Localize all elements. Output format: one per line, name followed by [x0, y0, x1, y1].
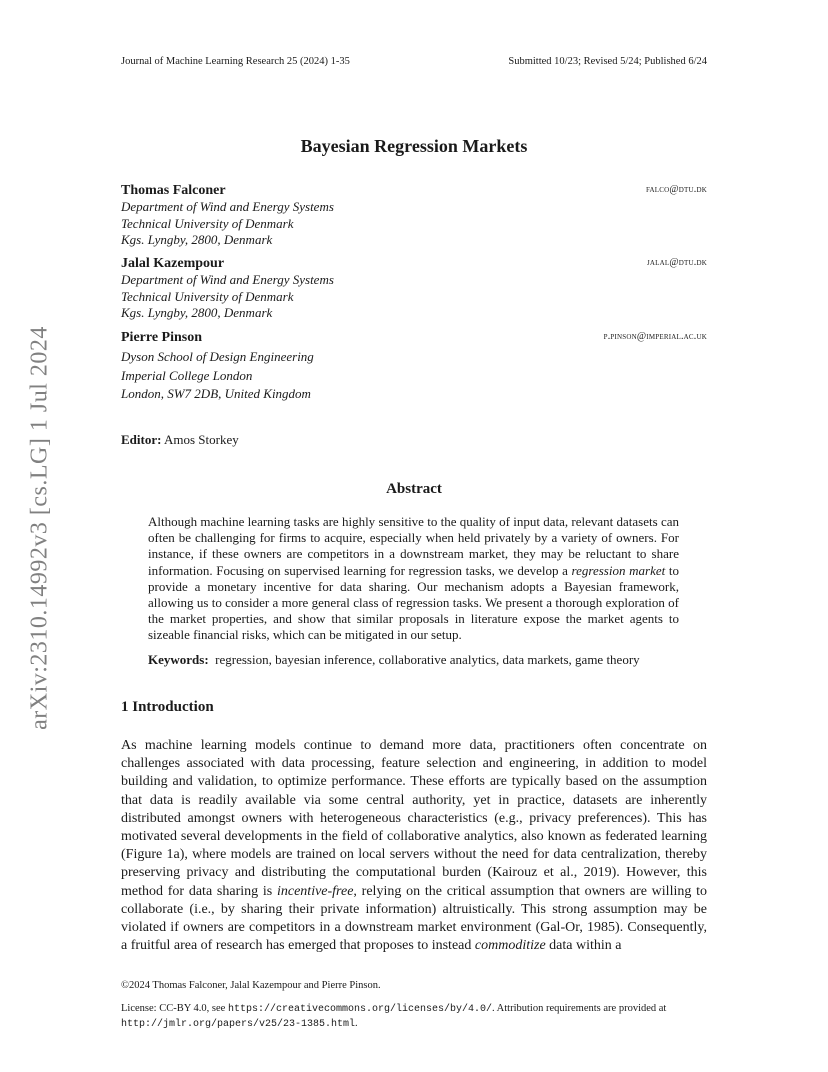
arxiv-identifier[interactable]: arXiv:2310.14992v3 [cs.LG] 1 Jul 2024: [26, 326, 53, 730]
author-email[interactable]: falco@dtu.dk: [645, 184, 707, 195]
intro-text: , relying on the critical assumption that owners are willing to collaborate (i.e., by sharing their private information) altruistically. This strong assumption may be violated if owners are competitors in a downstream market environment (Gal-Or, 1985). Consequently, a fruitful area of research has emerged that proposes to instead: [121, 883, 707, 954]
affiliation-line: Technical University of Denmark: [121, 215, 294, 231]
journal-header: Journal of Machine Learning Research 25 (2024) 1-35: [121, 56, 350, 67]
affiliation-line: Kgs. Lyngby, 2800, Denmark: [121, 305, 273, 320]
author-email[interactable]: jalal@dtu.dk: [647, 257, 707, 268]
keywords-label: Keywords:: [148, 652, 209, 667]
copyright-notice: ©2024 Thomas Falconer, Jalal Kazempour and Pierre Pinson.: [121, 980, 381, 991]
section-heading: 1 Introduction: [121, 699, 214, 715]
affiliation-line: Kgs. Lyngby, 2800, Denmark: [121, 232, 273, 247]
abstract-emphasis: regression market: [571, 562, 666, 578]
abstract-body: [148, 514, 679, 644]
affiliation-line: Department of Wind and Energy Systems: [121, 272, 334, 287]
author-block: [121, 329, 707, 404]
intro-text: data within a: [545, 938, 622, 954]
paper-title: Bayesian Regression Markets: [300, 136, 528, 156]
license-text: . Attribution requirements are provided at: [491, 1003, 667, 1014]
intro-text: As machine learning models continue to demand more data, practitioners often concentrate on challenges associated with data processing, feature selection and engineering, in addition to model building and validation, to optimize performance. These efforts are typically based on the assumption that data is readily available via some central authority, yet in practice, datasets are inherently distributed amongst owners with heterogeneous characteristics (e.g., privacy preferences). This has motivated several developments in the field of collaborative analytics, also known as federated learning (Figure 1a), where models are trained on local servers without the need for data centralization, thereby preserving privacy and distributing the computational burden (Kairouz et al., 2019). However, this method for data sharing is: [121, 738, 707, 899]
license-text: .: [355, 1018, 358, 1029]
author-block: [121, 182, 707, 249]
submission-dates: Submitted 10/23; Revised 5/24; Published 6/24: [508, 56, 707, 67]
affiliation-line: Technical University of Denmark: [121, 288, 294, 304]
author-name: Thomas Falconer: [121, 183, 226, 198]
author-name: Pierre Pinson: [121, 330, 203, 345]
license-text: License: CC-BY 4.0, see: [121, 1003, 228, 1014]
author-email[interactable]: p.pinson@imperial.ac.uk: [603, 331, 707, 342]
abstract-text: to provide a monetary incentive for data sharing. Our mechanism adopts a Bayesian framework, allowing us to consider a more general class of regression tasks. We present a thorough exploration of the market properties, and show that similar proposals in literature expose the market agents to sizeable financial risks, which can be mitigated in our setup.: [148, 562, 679, 643]
abstract-heading: Abstract: [386, 481, 442, 497]
affiliation-line: Imperial College London: [121, 367, 253, 383]
keywords-line: [148, 652, 679, 668]
affiliation-line: Dyson School of Design Engineering: [121, 349, 314, 364]
affiliation-line: Department of Wind and Energy Systems: [121, 199, 334, 214]
affiliation-line: London, SW7 2DB, United Kingdom: [121, 386, 311, 401]
introduction-paragraph: [121, 737, 707, 955]
intro-emphasis: commoditize: [474, 938, 546, 954]
editor-name: Amos Storkey: [164, 432, 239, 447]
paper-link[interactable]: http://jmlr.org/papers/v25/23-1385.html: [121, 1019, 356, 1030]
intro-emphasis: incentive-free: [276, 883, 354, 899]
editor-label: Editor:: [121, 432, 162, 447]
author-block: [121, 255, 707, 322]
keywords-text: regression, bayesian inference, collaborative analytics, data markets, game theory: [215, 652, 640, 667]
author-name: Jalal Kazempour: [121, 256, 225, 271]
license-notice: [121, 1002, 707, 1032]
editor-line: [121, 432, 239, 448]
license-link[interactable]: https://creativecommons.org/licenses/by/4.0/: [227, 1004, 492, 1015]
abstract-text: Although machine learning tasks are highly sensitive to the quality of input data, relevant datasets can often be challenging for firms to acquire, especially when held privately by a variety of owners. For instance, if these owners are competitors in a downstream market, they may be reluctant to share information. Focusing on supervised learning for regression tasks, we develop a: [148, 514, 679, 578]
